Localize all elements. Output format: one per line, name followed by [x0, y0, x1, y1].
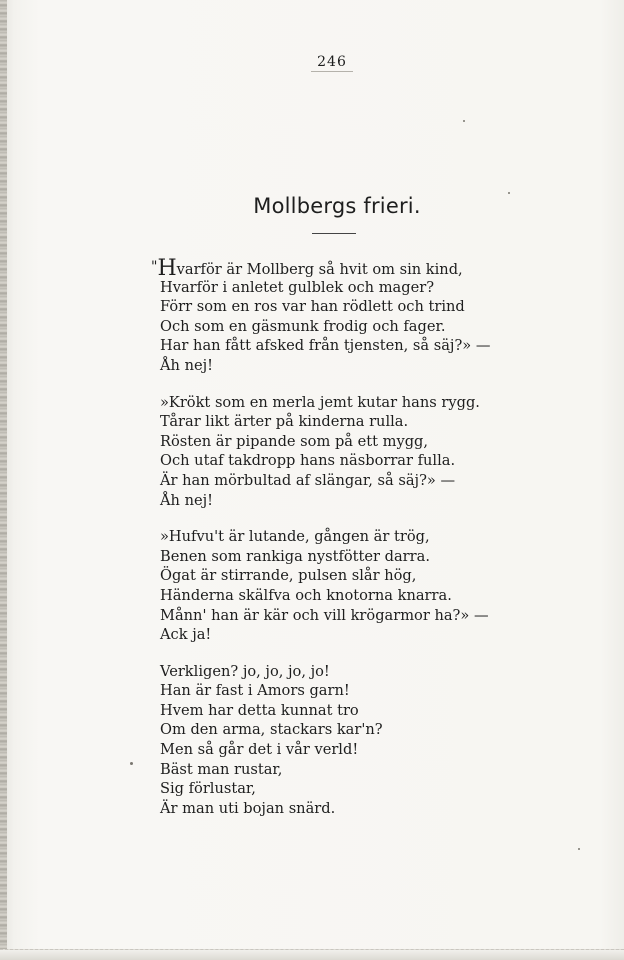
stanza-1	[151, 256, 560, 376]
poem-line: Ack ja!	[160, 626, 212, 644]
poem-line: Åh nej!	[160, 491, 214, 509]
poem-line: Har han fått afsked från tjensten, så säj?» —	[160, 337, 491, 355]
poem-line: Men så går det i vår verld!	[160, 741, 359, 759]
poem-line: »Krökt som en merla jemt kutar hans rygg.	[160, 393, 480, 411]
opening-quote: "	[151, 259, 158, 275]
poem-line: Han är fast i Amors garn!	[160, 682, 350, 700]
poem-line: Benen som rankiga nystfötter darra.	[160, 547, 430, 565]
poem-line: Förr som en ros var han rödlett och trind	[160, 298, 465, 316]
poem-line	[151, 256, 560, 281]
poem-line: Åh nej!	[160, 356, 214, 374]
poem-line: Är man uti bojan snärd.	[160, 799, 336, 817]
poem-line: Tårar likt ärter på kinderna rulla.	[160, 413, 409, 431]
poem-title-text: Mollbergs frieri.	[253, 194, 421, 218]
poem-line: Verkligen? jo, jo, jo, jo!	[160, 662, 330, 680]
page-bottom-edge	[0, 949, 624, 960]
poem-line: Bäst man rustar,	[160, 760, 283, 778]
page-number-text: 246	[311, 54, 353, 72]
stanza-2	[160, 393, 560, 511]
paper-speck	[130, 762, 133, 765]
poem-line: Månn' han är kär och vill krögarmor ha?» —	[160, 606, 489, 624]
page-number	[0, 54, 624, 72]
paper-speck	[508, 192, 510, 194]
poem-line: Och som en gäsmunk frodig och fager.	[160, 317, 446, 335]
poem-line: Händerna skälfva och knotorna knarra.	[160, 586, 452, 604]
paper-speck	[463, 120, 465, 122]
paper-speck	[578, 848, 580, 850]
poem-line: Hvem har detta kunnat tro	[160, 701, 359, 719]
poem-line: Och utaf takdropp hans näsborrar fulla.	[160, 452, 456, 470]
poem-line: Om den arma, stackars kar'n?	[160, 721, 383, 739]
poem-line: Är han mörbultad af slängar, så säj?» —	[160, 471, 456, 489]
dropcap-letter: H	[157, 256, 177, 281]
poem-line-text: varför är Mollberg så hvit om sin kind,	[176, 261, 463, 278]
poem-line: Rösten är pipande som på ett mygg,	[160, 432, 429, 450]
poem-title	[0, 194, 624, 218]
page-binding-edge	[0, 0, 7, 960]
stanza-4	[160, 662, 560, 819]
poem-line: Hvarför i anletet gulblek och mager?	[160, 278, 435, 296]
poem-line: Ögat är stirrande, pulsen slår hög,	[160, 567, 417, 585]
title-divider	[312, 233, 356, 234]
poem-body	[151, 256, 560, 835]
poem-line: »Hufvu't är lutande, gången är trög,	[160, 528, 430, 546]
stanza-3	[160, 527, 560, 645]
poem-line: Sig förlustar,	[160, 780, 256, 798]
